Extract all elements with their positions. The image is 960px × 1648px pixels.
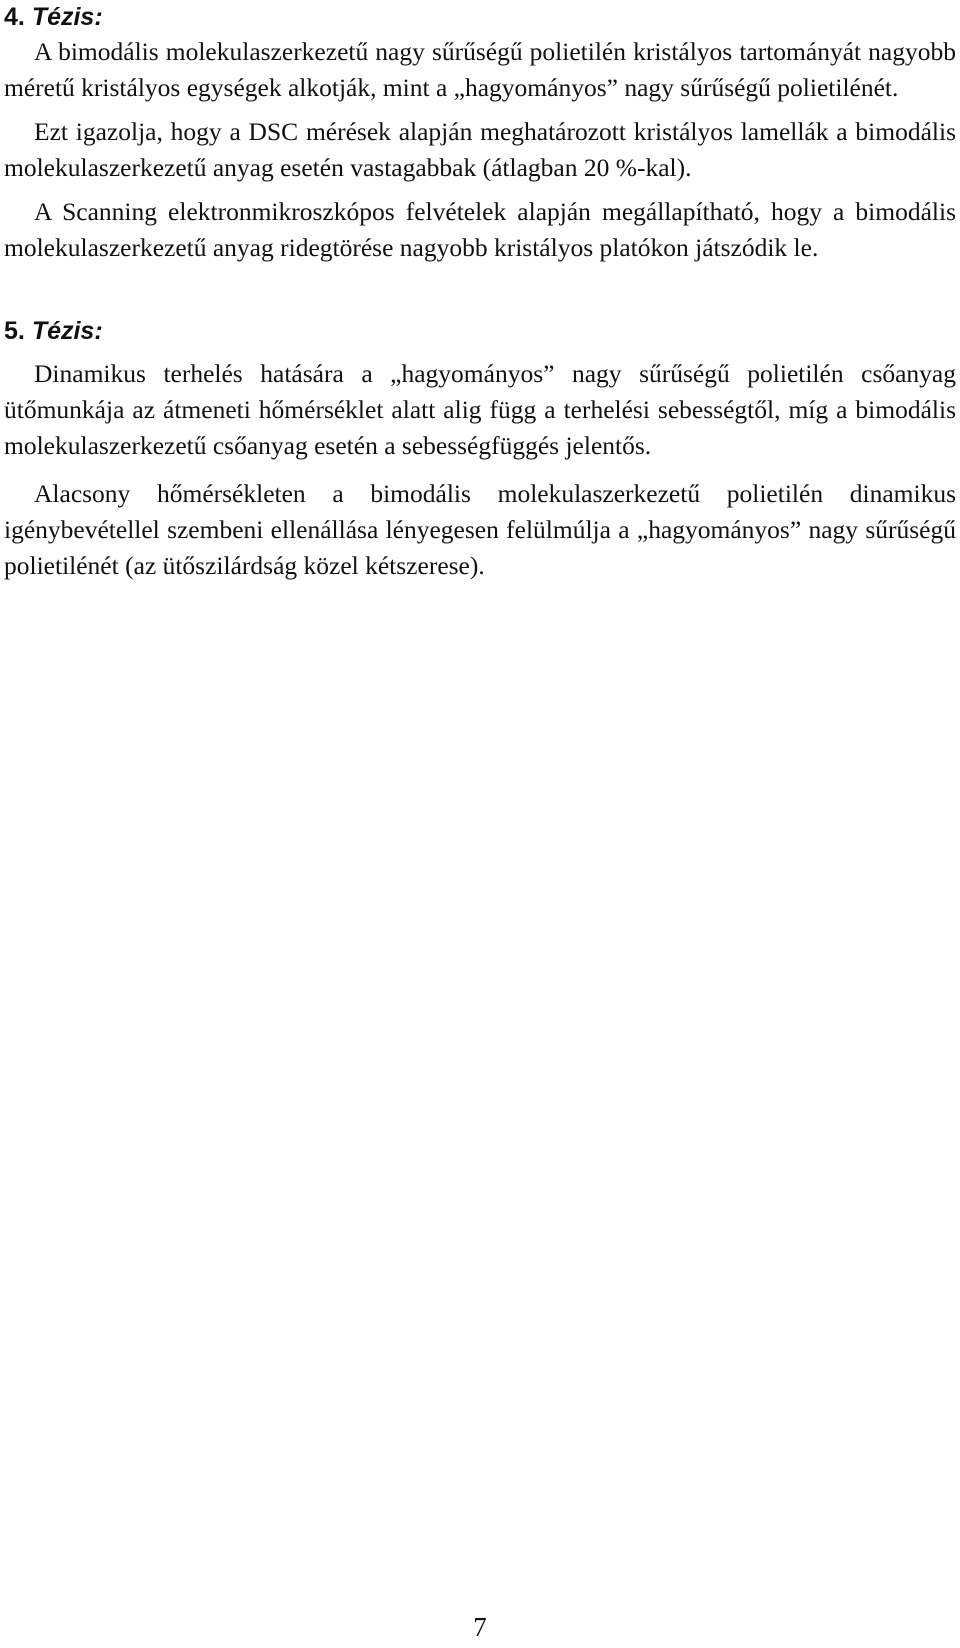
thesis-4-number: 4. xyxy=(4,3,25,31)
page-content xyxy=(4,0,956,584)
thesis-5-number: 5. xyxy=(4,317,25,345)
thesis-4-heading xyxy=(4,0,956,34)
page-number: 7 xyxy=(473,1612,487,1642)
thesis-5-heading xyxy=(4,314,956,348)
thesis-4-title: Tézis: xyxy=(31,3,103,31)
thesis-5-paragraph-2: Alacsony hőmérsékleten a bimodális molekulaszerkezetű polietilén dinamikus igénybevétellel szembeni ellenállása lényegesen felülmúlja a „hagyományos” nagy sűrűségű polietilénét (az ütőszilárdság közel kétszerese). xyxy=(4,479,956,580)
thesis-4-paragraph-2: Ezt igazolja, hogy a DSC mérések alapján meghatározott kristályos lamellák a bimodális molekulaszerkezetű anyag esetén vastagabbak (átlagban 20 %-kal). xyxy=(4,117,956,182)
thesis-4-paragraph-1: A bimodális molekulaszerkezetű nagy sűrűségű polietilén kristályos tartományát nagyobb méretű kristályos egységek alkotják, mint a „hagyományos” nagy sűrűségű polietilénét. xyxy=(4,37,956,102)
thesis-5-title: Tézis: xyxy=(31,317,103,345)
thesis-5-paragraph-1: Dinamikus terhelés hatására a „hagyományos” nagy sűrűségű polietilén csőanyag ütőmunkája az átmeneti hőmérséklet alatt alig függ a terhelési sebességtől, míg a bimodális molekulaszerkezetű csőanyag esetén a sebességfüggés jelentős. xyxy=(4,359,956,460)
thesis-4-paragraph-3: A Scanning elektronmikroszkópos felvételek alapján megállapítható, hogy a bimodális molekulaszerkezetű anyag ridegtörése nagyobb kristályos platókon játszódik le. xyxy=(4,197,956,262)
